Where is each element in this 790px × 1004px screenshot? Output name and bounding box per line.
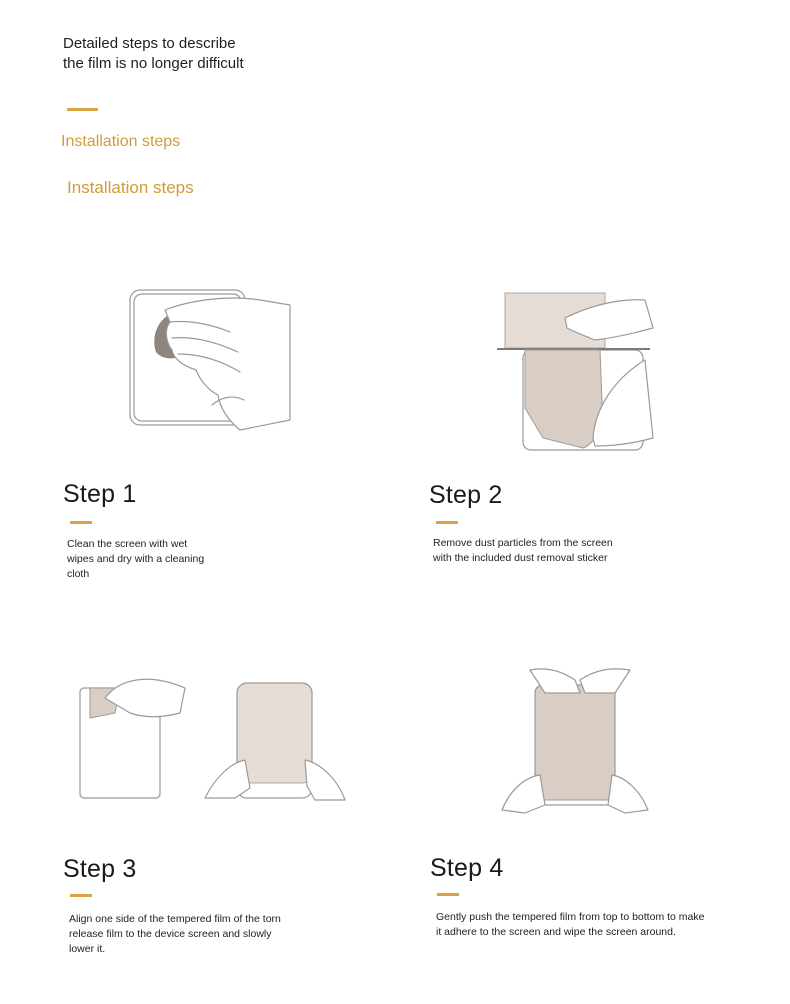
cleaning-hand	[165, 298, 290, 430]
intro-line-1: Detailed steps to describe	[63, 35, 236, 52]
step-2-desc-line: Remove dust particles from the screen	[433, 537, 613, 549]
step-1-desc-line: wipes and dry with a cleaning	[67, 553, 205, 565]
step-1-title: Step 1	[63, 480, 137, 508]
step-3-description	[69, 912, 281, 957]
bottom-right-hand	[608, 775, 648, 813]
intro-line-2: the film is no longer difficult	[63, 55, 244, 72]
step-3-desc-line: release film to the device screen and slowly	[69, 928, 272, 940]
peeling-hand	[105, 679, 185, 716]
step-1-desc-line: Clean the screen with wet	[67, 538, 188, 550]
step-2-description	[433, 536, 613, 566]
section-heading-large: Installation steps	[67, 178, 194, 197]
left-holding-hand	[205, 760, 250, 798]
step-1-illustration	[120, 280, 295, 450]
step-3-desc-line: lower it.	[69, 943, 106, 955]
step-4-desc-line: it adhere to the screen and wipe the screen around.	[436, 926, 676, 938]
section-heading-small: Installation steps	[61, 133, 181, 150]
step-2-desc-line: with the included dust removal sticker	[433, 552, 608, 564]
step-3-illustration	[75, 668, 350, 808]
intro-text	[63, 34, 244, 74]
dust-sticker	[525, 350, 603, 448]
step-4-illustration	[500, 665, 650, 815]
step-3-desc-line: Align one side of the tempered film of the torn	[69, 913, 281, 925]
step-1-desc-line: cloth	[67, 568, 90, 580]
step-2-accent-bar	[436, 521, 458, 524]
step-1-accent-bar	[70, 521, 92, 524]
step-4-description	[436, 910, 704, 940]
step-4-accent-bar	[437, 893, 459, 896]
step-4-title: Step 4	[430, 854, 504, 882]
step-1-description	[67, 537, 204, 582]
intro-accent-bar	[67, 108, 98, 111]
step-4-desc-line: Gently push the tempered film from top to bottom to make	[436, 911, 705, 923]
step-2-illustration	[495, 288, 655, 453]
step-3-title: Step 3	[63, 855, 137, 883]
right-holding-hand	[305, 760, 345, 800]
top-right-thumb	[580, 669, 630, 693]
tempered-film	[535, 685, 615, 800]
tempered-film	[237, 683, 312, 783]
step-3-accent-bar	[70, 894, 92, 897]
bottom-left-hand	[502, 775, 545, 813]
step-2-title: Step 2	[429, 481, 503, 509]
